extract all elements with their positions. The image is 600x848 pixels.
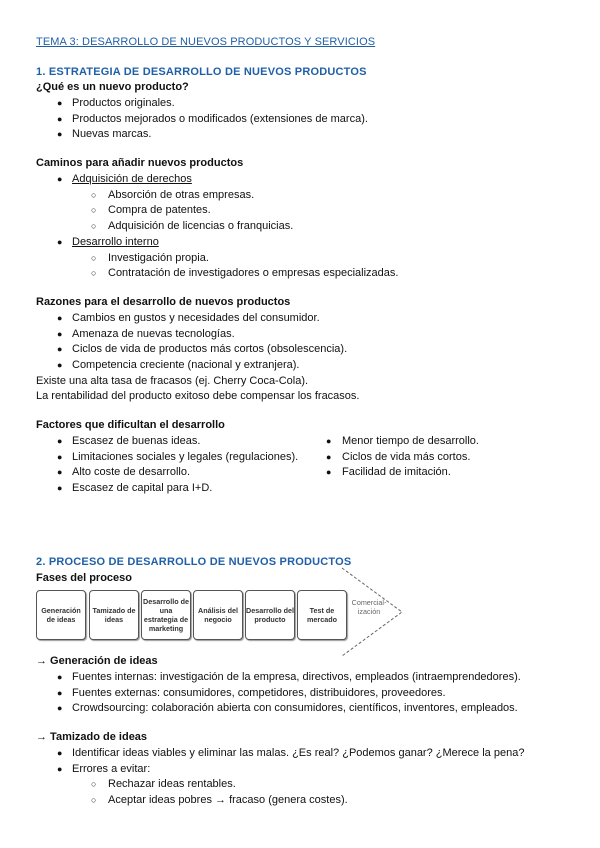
circle-bullet-icon: ○ bbox=[91, 779, 97, 789]
bullet-icon: ● bbox=[57, 313, 63, 323]
list-item: Menor tiempo de desarrollo. bbox=[342, 435, 479, 447]
list-item: Compra de patentes. bbox=[108, 204, 211, 216]
factores-heading: Factores que dificultan el desarrollo bbox=[36, 419, 225, 431]
bullet-icon: ● bbox=[57, 344, 63, 354]
list-item: Facilidad de imitación. bbox=[342, 466, 451, 478]
tamizado-heading: → Tamizado de ideas bbox=[36, 731, 148, 743]
caminos-b-label: Desarrollo interno bbox=[72, 236, 159, 248]
caminos-heading: Caminos para añadir nuevos productos bbox=[36, 157, 244, 169]
list-item: Escasez de buenas ideas. bbox=[72, 435, 201, 447]
paragraph-line: La rentabilidad del producto exitoso debe compensar los fracasos. bbox=[36, 390, 360, 402]
bullet-icon: ● bbox=[57, 98, 63, 108]
list-item: Crowdsourcing: colaboración abierta con consumidores, científicos, inventores, empleados. bbox=[72, 702, 518, 714]
bullet-icon: ● bbox=[57, 748, 63, 758]
list-item: Errores a evitar: bbox=[72, 763, 151, 775]
list-item: Fuentes externas: consumidores, competidores, distribuidores, proveedores. bbox=[72, 687, 446, 699]
list-item: Alto coste de desarrollo. bbox=[72, 466, 191, 478]
circle-bullet-icon: ○ bbox=[91, 795, 97, 805]
paragraph-line: Existe una alta tasa de fracasos (ej. Cherry Coca-Cola). bbox=[36, 375, 309, 387]
list-item: Escasez de capital para I+D. bbox=[72, 482, 213, 494]
list-item: Contratación de investigadores o empresas especializadas. bbox=[108, 267, 399, 279]
bullet-icon: ● bbox=[57, 467, 63, 477]
bullet-icon: ● bbox=[57, 129, 63, 139]
list-item: Nuevas marcas. bbox=[72, 128, 152, 140]
bullet-icon: ● bbox=[57, 360, 63, 370]
bullet-icon: ● bbox=[57, 114, 63, 124]
list-item: Ciclos de vida de productos más cortos (obsolescencia). bbox=[72, 343, 348, 355]
bullet-icon: ● bbox=[57, 688, 63, 698]
list-item: Absorción de otras empresas. bbox=[108, 189, 255, 201]
phase-box-analisis: Análisis del negocio bbox=[193, 590, 243, 640]
phase-box-generacion: Generación de ideas bbox=[36, 590, 86, 640]
bullet-icon: ● bbox=[57, 672, 63, 682]
list-item: Fuentes internas: investigación de la empresa, directivos, empleados (intraemprendedores). bbox=[72, 671, 521, 683]
list-item: Investigación propia. bbox=[108, 252, 209, 264]
list-item: Identificar ideas viables y eliminar las malas. ¿Es real? ¿Podemos ganar? ¿Merece la pena? bbox=[72, 747, 525, 759]
phase-box-tamizado: Tamizado de ideas bbox=[89, 590, 139, 640]
question-heading: ¿Qué es un nuevo producto? bbox=[36, 81, 189, 93]
bullet-icon: ● bbox=[57, 703, 63, 713]
circle-bullet-icon: ○ bbox=[91, 221, 97, 231]
bullet-icon: ● bbox=[326, 467, 332, 477]
list-item: Cambios en gustos y necesidades del consumidor. bbox=[72, 312, 320, 324]
circle-bullet-icon: ○ bbox=[91, 268, 97, 278]
bullet-icon: ● bbox=[57, 452, 63, 462]
circle-bullet-icon: ○ bbox=[91, 253, 97, 263]
bullet-icon: ● bbox=[57, 436, 63, 446]
phase-box-test: Test de mercado bbox=[297, 590, 347, 640]
phase-comercializacion: Comercial-ización bbox=[351, 598, 387, 616]
document-title: TEMA 3: DESARROLLO DE NUEVOS PRODUCTOS Y SERVICIOS bbox=[36, 36, 376, 48]
list-item: Ciclos de vida más cortos. bbox=[342, 451, 471, 463]
list-item: Limitaciones sociales y legales (regulaciones). bbox=[72, 451, 299, 463]
phase-box-estrategia: Desarrollo de una estrategia de marketing bbox=[141, 590, 191, 640]
generacion-heading: → Generación de ideas bbox=[36, 655, 158, 667]
bullet-icon: ● bbox=[57, 329, 63, 339]
bullet-icon: ● bbox=[57, 237, 63, 247]
list-item: Productos originales. bbox=[72, 97, 175, 109]
list-item: Amenaza de nuevas tecnologías. bbox=[72, 328, 235, 340]
caminos-a-label: Adquisición de derechos bbox=[72, 173, 192, 185]
list-item: Competencia creciente (nacional y extranjera). bbox=[72, 359, 300, 371]
circle-bullet-icon: ○ bbox=[91, 190, 97, 200]
list-item: Rechazar ideas rentables. bbox=[108, 778, 236, 790]
bullet-icon: ● bbox=[326, 452, 332, 462]
circle-bullet-icon: ○ bbox=[91, 205, 97, 215]
section-2-heading: 2. PROCESO DE DESARROLLO DE NUEVOS PRODUCTOS bbox=[36, 556, 352, 568]
bullet-icon: ● bbox=[326, 436, 332, 446]
fases-heading: Fases del proceso bbox=[36, 572, 132, 584]
phase-box-desarrollo: Desarrollo del producto bbox=[245, 590, 295, 640]
list-item: Productos mejorados o modificados (extensiones de marca). bbox=[72, 113, 368, 125]
list-item: Aceptar ideas pobres → fracaso (genera costes). bbox=[108, 794, 348, 806]
list-item: Adquisición de licencias o franquicias. bbox=[108, 220, 294, 232]
bullet-icon: ● bbox=[57, 483, 63, 493]
bullet-icon: ● bbox=[57, 764, 63, 774]
bullet-icon: ● bbox=[57, 174, 63, 184]
razones-heading: Razones para el desarrollo de nuevos productos bbox=[36, 296, 291, 308]
section-1-heading: 1. ESTRATEGIA DE DESARROLLO DE NUEVOS PRODUCTOS bbox=[36, 66, 367, 78]
